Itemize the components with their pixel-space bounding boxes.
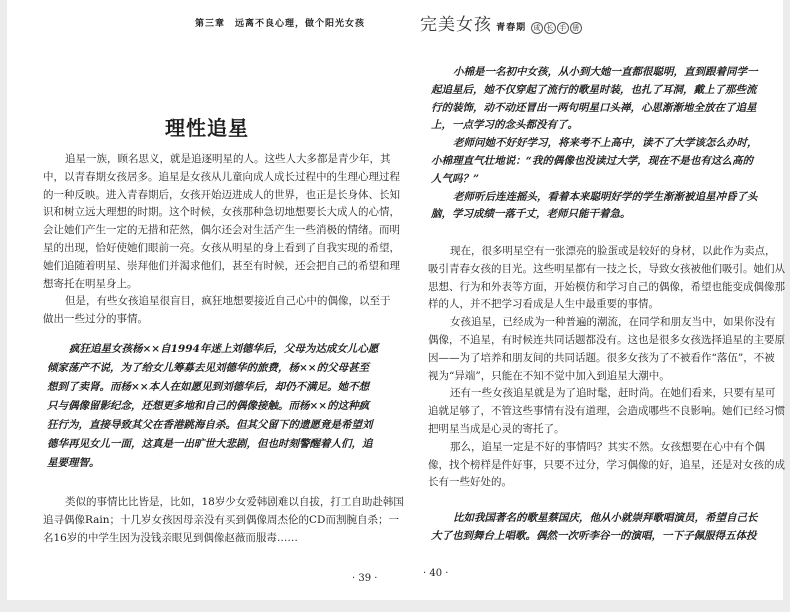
text-line: 疯狂追星女孩杨××自1994年迷上刘德华后，父母为达成女儿心愿 [69, 343, 379, 355]
text-line: 吸引青春女孩的目光。这些明星都有一技之长，导致女孩被他们吸引。她们从 [428, 262, 785, 275]
text-line: 想寄托在明星身上。 [43, 277, 138, 290]
text-line: 德华再见女儿一面，这真是一出旷世大悲剧，但也时刻警醒着人们，追 [47, 438, 373, 450]
text-line: 星的出现，恰好使她们眼前一亮。女孩从明星的身上看到了自我实现的希望， [43, 241, 400, 254]
text-line: 想到了卖肾。而杨××本人在如愿见到刘德华后，却仍不满足。她不想 [47, 381, 370, 393]
text-line: 倾家荡产不说，为了给女儿筹募去见刘德华的旅费，杨××的父母甚至 [47, 362, 370, 374]
circled-char: 成 [533, 24, 542, 32]
text-line: 还有一些女孩追星就是为了追时髦，赶时尚。在她们看来，只要有星可 [450, 387, 776, 400]
text-line: 大了也到舞台上唱歌。偶然一次听李谷一的演唱，一下子佩服得五体投 [431, 529, 757, 542]
text-line: 类似的事情比比皆是，比如，18岁少女爱韩剧难以自拔，打工自助赴韩国 [65, 496, 404, 508]
section-title: 理性追星 [165, 116, 249, 140]
left-body-block-2 [43, 494, 404, 547]
text-line: 偶像，不追星，有时候连共同话题都没有。这也是很多女孩选择追星的主要原 [428, 333, 785, 346]
text-line: 脑，学习成绩一落千丈，老师只能干着急。 [431, 208, 631, 221]
text-line: 长有一些好处的。 [428, 476, 512, 489]
text-line: 星要理智。 [47, 457, 100, 469]
text-line: 把明星当成是心灵的寄托了。 [428, 422, 565, 435]
text-line: 识和树立远大理想的时期。这个时候，女孩那种急切地想要长大成人的心情， [43, 206, 400, 219]
text-line: 追寻偶像Rain；十几岁女孩因母亲没有买到偶像周杰伦的CD而割腕自杀；一 [43, 513, 399, 526]
text-line: 老师问她不好好学习，将来考不上高中，读不了大学该怎么办时， [453, 137, 758, 150]
right-body-block [428, 243, 785, 492]
right-case-block-2 [431, 510, 758, 546]
book-title: 完美女孩 [420, 15, 492, 35]
text-line: 思想、行为和外表等方面，开始模仿和学习自己的偶像，希望也能变成偶像那 [428, 280, 785, 293]
text-line: 女孩追星，已经成为一种普遍的潮流，在同学和朋友当中，如果你没有 [450, 316, 776, 329]
text-line: 中，以青春期女孩居多。追星是女孩从儿童向成人成长过程中的生理心理过程 [43, 170, 400, 183]
book-spread [7, 0, 783, 600]
page-number-left: · 39 · [352, 573, 378, 584]
text-line: 人气吗？” [431, 172, 480, 185]
chapter-running-header: 第三章 远离不良心理，做个阳光女孩 [194, 19, 365, 29]
text-line: 现在，很多明星空有一张漂亮的脸蛋或是较好的身材，以此作为卖点， [450, 245, 776, 257]
text-line: 老师听后连连摇头，看着本来聪明好学的学生渐渐被追星冲昏了头 [453, 190, 758, 203]
circled-char: 册 [572, 24, 581, 32]
text-line: 视为“异端”，只能在不知不觉中加入到追星大潮中。 [428, 369, 670, 382]
text-line: 追就足够了，不管这些事情有没有道理，会造成哪些不良影响。她们已经习惯 [428, 405, 785, 418]
book-running-header [420, 10, 582, 35]
circled-char: 手 [559, 24, 568, 32]
text-line: 上，一点学习的念头都没有了。 [431, 119, 578, 132]
text-line: 像，找个榜样是件好事，只要不过分，学习偶像的好，追星，还是对女孩的成 [428, 458, 785, 471]
text-line: 因——为了培养和朋友间的共同话题。很多女孩为了不被看作“落伍”，不被 [428, 351, 775, 364]
text-line: 那么，追星一定是不好的事情吗？其实不然。女孩想要在心中有个偶 [450, 440, 765, 453]
page-number-right: · 40 · [423, 568, 449, 579]
text-line: 比如我国著名的歌星蔡国庆，他从小就崇拜歌唱演员，希望自己长 [453, 512, 758, 524]
text-line: 做出一些过分的事情。 [43, 313, 148, 326]
text-line: 只与偶像留影纪念，还想更多地和自己的偶像接触。而杨××的这种疯 [47, 400, 370, 412]
text-line: 但是，有些女孩追星很盲目，疯狂地想要接近自己心中的偶像，以至于 [65, 295, 391, 308]
text-line: 小棉是一名初中女孩，从小到大她一直都很聪明，直到跟着同学一 [453, 66, 758, 78]
circled-char: 长 [546, 24, 555, 32]
text-line: 样的人，并不把学习看成是人生中最重要的事情。 [428, 298, 659, 311]
left-body-block-1 [43, 151, 400, 329]
text-line: 追星一族，顾名思义，就是追逐明星的人。这些人大多都是青少年，其 [65, 153, 391, 165]
text-line: 会让她们产生一定的无措和茫然，偶尔还会对生活产生一些消极的情绪。而明 [43, 224, 400, 237]
left-case-block [47, 340, 379, 473]
text-line: 小棉理直气壮地说：“我的偶像也没读过大学，现在不是也有这么高的 [431, 154, 753, 167]
right-case-block-1 [431, 64, 758, 224]
text-line: 的一种反映。进入青春期后，女孩开始迈进成人的世界，也正是长身体、长知 [43, 188, 400, 201]
text-line: 她们追随着明星、崇拜他们并渴求他们，甚至有时候，还会把自己的希望和理 [43, 259, 400, 272]
text-line: 狂行为，直接导致其父在香港跳海自杀。但其父留下的遗愿竟是希望刘 [47, 419, 373, 431]
text-line: 名16岁的中学生因为没钱亲眼见到偶像赵薇而服毒…… [43, 531, 298, 544]
text-line: 起追星后，她不仅穿起了流行的歌星时装，也扎了耳洞，戴上了那些流 [431, 83, 757, 96]
book-subtitle: 青春期 [496, 23, 527, 33]
text-line: 行的装饰，动不动还冒出一两句明星口头禅，心思渐渐地全放在了追星 [431, 101, 757, 114]
